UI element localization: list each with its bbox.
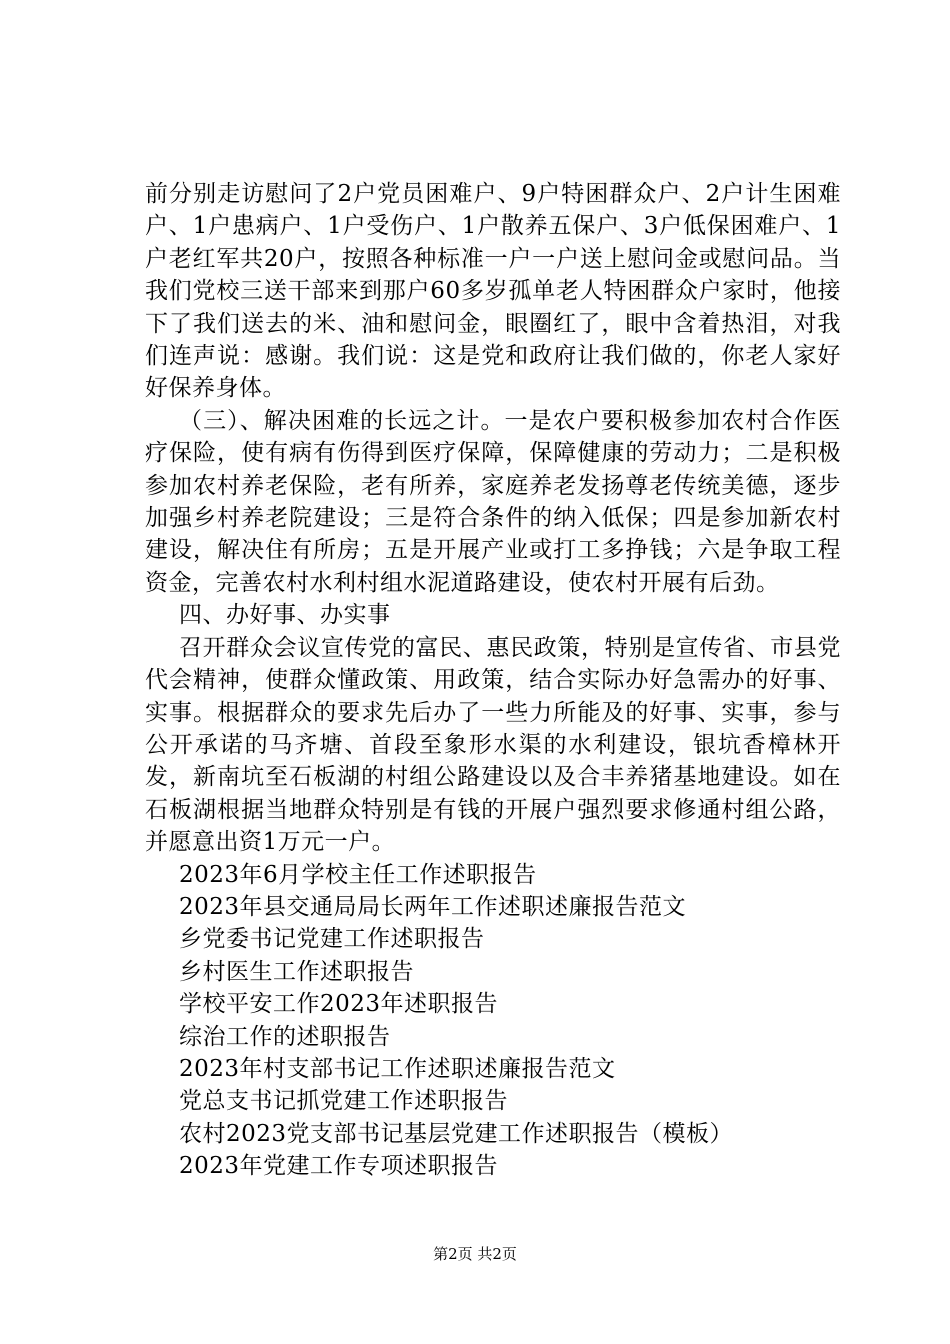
related-link[interactable]: 2023年6月学校主任工作述职报告 — [179, 861, 537, 888]
body-paragraph: （三）、解决困难的长远之计。一是农户要积极参加农村合作医疗保险，使有病有伤得到医疗保障，保障健康的劳动力；二是积极参加农村养老保险，老有所养，家庭养老发扬尊老传统美德，逐步加强乡村养老院建设；三是符合条件的纳入低保；四是参加新农村建设，解决住有所房；五是开展产业或打工多挣钱；六是争取工程资金，完善农村水利村组水泥道路建设，使农村开展有后劲。 — [145, 407, 841, 596]
related-link[interactable]: 农村2023党支部书记基层党建工作述职报告（模板） — [179, 1120, 734, 1147]
related-link[interactable]: 学校平安工作2023年述职报告 — [179, 991, 499, 1018]
section-heading: 四、办好事、办实事 — [179, 602, 391, 629]
document-body — [145, 178, 841, 1183]
body-paragraph: 召开群众会议宣传党的富民、惠民政策，特别是宣传省、市县党代会精神，使群众懂政策、用政策，结合实际办好急需办的好事、实事。根据群众的要求先后办了一些力所能及的好事、实事，参与公开承诺的马齐塘、首段至象形水渠的水利建设，银坑香樟林开发，新南坑至石板湖的村组公路建设以及合丰养猪基地建设。如在石板湖根据当地群众特别是有钱的开展户强烈要求修通村组公路，并愿意出资1万元一户。 — [145, 634, 841, 856]
page-footer — [0, 1244, 950, 1264]
related-link[interactable]: 2023年村支部书记工作述职述廉报告范文 — [179, 1055, 616, 1082]
related-link[interactable]: 2023年党建工作专项述职报告 — [179, 1153, 499, 1180]
related-link[interactable]: 2023年县交通局局长两年工作述职述廉报告范文 — [179, 893, 687, 920]
related-link[interactable]: 乡党委书记党建工作述职报告 — [179, 926, 485, 953]
body-paragraph: 前分别走访慰问了2户党员困难户、9户特困群众户、2户计生困难户、1户患病户、1户受伤户、1户散养五保户、3户低保困难户、1户老红军共20户，按照各种标准一户一户送上慰问金或慰问品。当我们党校三送干部来到那户60多岁孤单老人特困群众户家时，他接下了我们送去的米、油和慰问金，眼圈红了，眼中含着热泪，对我们连声说：感谢。我们说：这是党和政府让我们做的，你老人家好好保养身体。 — [145, 181, 841, 402]
related-link[interactable]: 综治工作的述职报告 — [179, 1023, 391, 1050]
related-link[interactable]: 乡村医生工作述职报告 — [179, 958, 414, 985]
related-link[interactable]: 党总支书记抓党建工作述职报告 — [179, 1088, 508, 1115]
page-number-label: 第2页 共2页 — [433, 1245, 517, 1263]
related-links-list — [145, 859, 841, 1183]
